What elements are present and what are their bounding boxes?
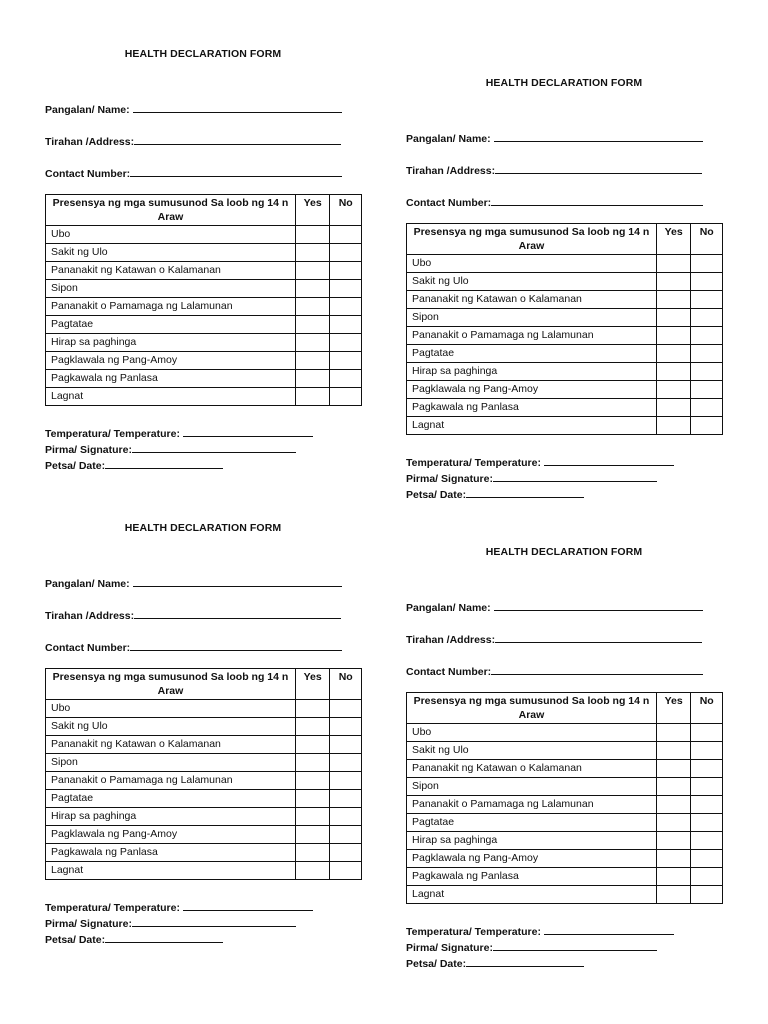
date-line[interactable] [466, 955, 584, 967]
table-row [46, 262, 362, 280]
address-line[interactable] [495, 631, 702, 643]
no-checkbox[interactable] [330, 316, 362, 334]
yes-checkbox[interactable] [295, 736, 330, 754]
yes-checkbox[interactable] [295, 862, 330, 880]
yes-checkbox[interactable] [656, 778, 691, 796]
symptom-label: Pananakit o Pamamaga ng Lalamunan [46, 772, 296, 790]
table-row [407, 832, 723, 850]
symptom-label: Ubo [407, 724, 657, 742]
symptom-label: Pagkawala ng Panlasa [407, 399, 657, 417]
yes-checkbox[interactable] [656, 760, 691, 778]
symptom-label: Sakit ng Ulo [407, 273, 657, 291]
table-row [46, 718, 362, 736]
date-label: Petsa/ Date: [45, 460, 106, 472]
no-checkbox[interactable] [330, 772, 362, 790]
name-line[interactable] [494, 599, 703, 611]
contact-line[interactable] [491, 663, 703, 675]
table-row [407, 273, 723, 291]
yes-checkbox[interactable] [656, 345, 691, 363]
signature-line[interactable] [493, 939, 657, 951]
form-title: HEALTH DECLARATION FORM [124, 522, 282, 534]
symptom-label: Hirap sa paghinga [407, 363, 657, 381]
signature-label: Pirma/ Signature: [406, 942, 493, 954]
table-row [407, 327, 723, 345]
table-row [407, 868, 723, 886]
symptom-label: Hirap sa paghinga [46, 334, 296, 352]
symptom-label: Sakit ng Ulo [407, 742, 657, 760]
symptom-label: Sakit ng Ulo [46, 244, 296, 262]
date-field[interactable] [406, 486, 584, 501]
table-header-question: Presensya ng mga sumusunod Sa loob ng 14 n Araw [46, 195, 296, 226]
temperature-field[interactable] [45, 899, 313, 914]
table-header-no: No [330, 669, 362, 700]
yes-checkbox[interactable] [295, 316, 330, 334]
table-row [407, 850, 723, 868]
yes-checkbox[interactable] [656, 255, 691, 273]
form-title: HEALTH DECLARATION FORM [124, 48, 282, 60]
yes-checkbox[interactable] [656, 291, 691, 309]
table-row [46, 826, 362, 844]
table-row [407, 778, 723, 796]
name-field[interactable] [45, 575, 342, 590]
symptom-label: Ubo [407, 255, 657, 273]
temperature-label: Temperatura/ Temperature: [406, 926, 544, 938]
no-checkbox[interactable] [691, 832, 723, 850]
symptom-label: Pananakit o Pamamaga ng Lalamunan [46, 298, 296, 316]
yes-checkbox[interactable] [656, 381, 691, 399]
table-row [407, 796, 723, 814]
no-checkbox[interactable] [330, 334, 362, 352]
yes-checkbox[interactable] [295, 298, 330, 316]
temperature-label: Temperatura/ Temperature: [45, 902, 183, 914]
table-header-row [407, 693, 723, 724]
table-row [46, 280, 362, 298]
symptom-label: Hirap sa paghinga [46, 808, 296, 826]
symptom-label: Pananakit ng Katawan o Kalamanan [407, 760, 657, 778]
address-field[interactable] [406, 162, 702, 177]
no-checkbox[interactable] [691, 309, 723, 327]
temperature-line[interactable] [183, 899, 313, 911]
no-checkbox[interactable] [691, 742, 723, 760]
contact-line[interactable] [491, 194, 703, 206]
symptom-label: Lagnat [46, 862, 296, 880]
name-field[interactable] [406, 130, 703, 145]
table-row [407, 363, 723, 381]
table-row [46, 352, 362, 370]
no-checkbox[interactable] [691, 814, 723, 832]
address-field[interactable] [45, 607, 341, 622]
table-row [46, 844, 362, 862]
signature-label: Pirma/ Signature: [406, 473, 493, 485]
address-label: Tirahan /Address: [406, 634, 496, 646]
signature-field[interactable] [45, 915, 296, 930]
no-checkbox[interactable] [691, 417, 723, 435]
table-header-row [46, 669, 362, 700]
no-checkbox[interactable] [691, 850, 723, 868]
no-checkbox[interactable] [691, 255, 723, 273]
no-checkbox[interactable] [691, 886, 723, 904]
no-checkbox[interactable] [330, 808, 362, 826]
yes-checkbox[interactable] [656, 363, 691, 381]
address-field[interactable] [45, 133, 341, 148]
yes-checkbox[interactable] [656, 399, 691, 417]
no-checkbox[interactable] [330, 826, 362, 844]
no-checkbox[interactable] [330, 862, 362, 880]
no-checkbox[interactable] [691, 327, 723, 345]
yes-checkbox[interactable] [656, 742, 691, 760]
table-row [46, 790, 362, 808]
contact-field[interactable] [406, 663, 703, 678]
table-row [407, 724, 723, 742]
table-row [407, 291, 723, 309]
table-row [46, 298, 362, 316]
signature-line[interactable] [132, 441, 296, 453]
table-row [46, 334, 362, 352]
form-title: HEALTH DECLARATION FORM [485, 546, 643, 558]
form-title: HEALTH DECLARATION FORM [485, 77, 643, 89]
table-header-question: Presensya ng mga sumusunod Sa loob ng 14 n Araw [407, 693, 657, 724]
yes-checkbox[interactable] [656, 868, 691, 886]
temperature-label: Temperatura/ Temperature: [406, 457, 544, 469]
yes-checkbox[interactable] [295, 790, 330, 808]
yes-checkbox[interactable] [295, 334, 330, 352]
signature-field[interactable] [45, 441, 296, 456]
yes-checkbox[interactable] [295, 388, 330, 406]
contact-field[interactable] [45, 165, 342, 180]
no-checkbox[interactable] [330, 700, 362, 718]
table-row [46, 226, 362, 244]
symptom-label: Sakit ng Ulo [46, 718, 296, 736]
no-checkbox[interactable] [691, 381, 723, 399]
no-checkbox[interactable] [691, 363, 723, 381]
address-label: Tirahan /Address: [45, 136, 135, 148]
yes-checkbox[interactable] [295, 772, 330, 790]
name-label: Pangalan/ Name: [45, 104, 133, 116]
yes-checkbox[interactable] [656, 273, 691, 291]
symptoms-table [406, 692, 723, 904]
signature-label: Pirma/ Signature: [45, 444, 132, 456]
table-row [46, 370, 362, 388]
contact-label: Contact Number: [45, 642, 131, 654]
no-checkbox[interactable] [330, 244, 362, 262]
yes-checkbox[interactable] [295, 826, 330, 844]
yes-checkbox[interactable] [295, 262, 330, 280]
name-field[interactable] [45, 101, 342, 116]
no-checkbox[interactable] [330, 370, 362, 388]
contact-field[interactable] [406, 194, 703, 209]
table-row [407, 309, 723, 327]
name-line[interactable] [133, 101, 342, 113]
table-row [46, 244, 362, 262]
yes-checkbox[interactable] [295, 226, 330, 244]
no-checkbox[interactable] [330, 226, 362, 244]
name-label: Pangalan/ Name: [406, 133, 494, 145]
symptoms-table [45, 668, 362, 880]
table-row [407, 381, 723, 399]
no-checkbox[interactable] [330, 754, 362, 772]
temperature-field[interactable] [45, 425, 313, 440]
contact-line[interactable] [130, 639, 342, 651]
table-header-yes: Yes [295, 195, 330, 226]
symptom-label: Ubo [46, 226, 296, 244]
address-line[interactable] [134, 133, 341, 145]
yes-checkbox[interactable] [656, 417, 691, 435]
symptom-label: Pagkawala ng Panlasa [46, 370, 296, 388]
table-row [46, 808, 362, 826]
symptom-label: Pagtatae [407, 814, 657, 832]
yes-checkbox[interactable] [295, 700, 330, 718]
yes-checkbox[interactable] [656, 832, 691, 850]
address-line[interactable] [495, 162, 702, 174]
address-label: Tirahan /Address: [45, 610, 135, 622]
address-line[interactable] [134, 607, 341, 619]
no-checkbox[interactable] [691, 724, 723, 742]
temperature-line[interactable] [183, 425, 313, 437]
symptom-label: Pananakit ng Katawan o Kalamanan [407, 291, 657, 309]
yes-checkbox[interactable] [656, 724, 691, 742]
date-line[interactable] [105, 931, 223, 943]
contact-label: Contact Number: [45, 168, 131, 180]
symptom-label: Lagnat [407, 417, 657, 435]
date-label: Petsa/ Date: [406, 958, 467, 970]
symptom-label: Pagklawala ng Pang-Amoy [46, 352, 296, 370]
table-header-yes: Yes [656, 224, 691, 255]
yes-checkbox[interactable] [295, 244, 330, 262]
name-line[interactable] [133, 575, 342, 587]
symptom-label: Pananakit o Pamamaga ng Lalamunan [407, 796, 657, 814]
table-row [407, 399, 723, 417]
yes-checkbox[interactable] [295, 352, 330, 370]
address-field[interactable] [406, 631, 702, 646]
date-line[interactable] [105, 457, 223, 469]
name-label: Pangalan/ Name: [406, 602, 494, 614]
yes-checkbox[interactable] [656, 796, 691, 814]
symptom-label: Pagkawala ng Panlasa [46, 844, 296, 862]
table-header-no: No [691, 224, 723, 255]
temperature-label: Temperatura/ Temperature: [45, 428, 183, 440]
table-row [407, 345, 723, 363]
name-label: Pangalan/ Name: [45, 578, 133, 590]
contact-label: Contact Number: [406, 197, 492, 209]
signature-field[interactable] [406, 939, 657, 954]
yes-checkbox[interactable] [656, 814, 691, 832]
name-line[interactable] [494, 130, 703, 142]
symptom-label: Lagnat [46, 388, 296, 406]
table-header-question: Presensya ng mga sumusunod Sa loob ng 14 n Araw [407, 224, 657, 255]
table-row [46, 772, 362, 790]
no-checkbox[interactable] [330, 262, 362, 280]
signature-field[interactable] [406, 470, 657, 485]
contact-line[interactable] [130, 165, 342, 177]
table-header-row [407, 224, 723, 255]
yes-checkbox[interactable] [295, 370, 330, 388]
table-row [46, 754, 362, 772]
no-checkbox[interactable] [330, 352, 362, 370]
table-header-row [46, 195, 362, 226]
yes-checkbox[interactable] [656, 886, 691, 904]
address-label: Tirahan /Address: [406, 165, 496, 177]
symptom-label: Pagtatae [407, 345, 657, 363]
contact-label: Contact Number: [406, 666, 492, 678]
table-header-no: No [330, 195, 362, 226]
symptom-label: Pagtatae [46, 316, 296, 334]
table-header-question: Presensya ng mga sumusunod Sa loob ng 14 n Araw [46, 669, 296, 700]
symptoms-table [406, 223, 723, 435]
table-row [407, 742, 723, 760]
symptom-label: Pagkawala ng Panlasa [407, 868, 657, 886]
yes-checkbox[interactable] [295, 808, 330, 826]
symptom-label: Pananakit o Pamamaga ng Lalamunan [407, 327, 657, 345]
table-header-yes: Yes [656, 693, 691, 724]
no-checkbox[interactable] [691, 760, 723, 778]
no-checkbox[interactable] [330, 388, 362, 406]
date-label: Petsa/ Date: [406, 489, 467, 501]
contact-field[interactable] [45, 639, 342, 654]
symptoms-table [45, 194, 362, 406]
temperature-line[interactable] [544, 454, 674, 466]
symptom-label: Pagtatae [46, 790, 296, 808]
table-header-no: No [691, 693, 723, 724]
table-row [46, 388, 362, 406]
yes-checkbox[interactable] [656, 309, 691, 327]
no-checkbox[interactable] [691, 778, 723, 796]
symptom-label: Ubo [46, 700, 296, 718]
symptom-label: Pagklawala ng Pang-Amoy [407, 381, 657, 399]
no-checkbox[interactable] [691, 291, 723, 309]
symptom-label: Pagklawala ng Pang-Amoy [407, 850, 657, 868]
symptom-label: Pagklawala ng Pang-Amoy [46, 826, 296, 844]
symptom-label: Pananakit ng Katawan o Kalamanan [46, 736, 296, 754]
no-checkbox[interactable] [330, 718, 362, 736]
temperature-field[interactable] [406, 923, 674, 938]
symptom-label: Hirap sa paghinga [407, 832, 657, 850]
temperature-field[interactable] [406, 454, 674, 469]
yes-checkbox[interactable] [656, 327, 691, 345]
signature-label: Pirma/ Signature: [45, 918, 132, 930]
date-field[interactable] [45, 457, 223, 472]
no-checkbox[interactable] [330, 298, 362, 316]
no-checkbox[interactable] [691, 399, 723, 417]
no-checkbox[interactable] [330, 790, 362, 808]
table-row [46, 736, 362, 754]
table-row [407, 255, 723, 273]
table-row [46, 316, 362, 334]
date-field[interactable] [406, 955, 584, 970]
symptom-label: Sipon [407, 309, 657, 327]
table-row [46, 862, 362, 880]
symptom-label: Sipon [407, 778, 657, 796]
no-checkbox[interactable] [330, 844, 362, 862]
table-row [407, 417, 723, 435]
no-checkbox[interactable] [330, 280, 362, 298]
no-checkbox[interactable] [691, 868, 723, 886]
no-checkbox[interactable] [691, 796, 723, 814]
yes-checkbox[interactable] [295, 844, 330, 862]
symptom-label: Lagnat [407, 886, 657, 904]
yes-checkbox[interactable] [295, 280, 330, 298]
table-row [407, 760, 723, 778]
date-line[interactable] [466, 486, 584, 498]
no-checkbox[interactable] [330, 736, 362, 754]
signature-line[interactable] [132, 915, 296, 927]
yes-checkbox[interactable] [656, 850, 691, 868]
symptom-label: Pananakit ng Katawan o Kalamanan [46, 262, 296, 280]
yes-checkbox[interactable] [295, 754, 330, 772]
symptom-label: Sipon [46, 280, 296, 298]
table-row [46, 700, 362, 718]
temperature-line[interactable] [544, 923, 674, 935]
date-label: Petsa/ Date: [45, 934, 106, 946]
date-field[interactable] [45, 931, 223, 946]
no-checkbox[interactable] [691, 273, 723, 291]
name-field[interactable] [406, 599, 703, 614]
symptom-label: Sipon [46, 754, 296, 772]
signature-line[interactable] [493, 470, 657, 482]
no-checkbox[interactable] [691, 345, 723, 363]
table-header-yes: Yes [295, 669, 330, 700]
table-row [407, 814, 723, 832]
table-row [407, 886, 723, 904]
yes-checkbox[interactable] [295, 718, 330, 736]
